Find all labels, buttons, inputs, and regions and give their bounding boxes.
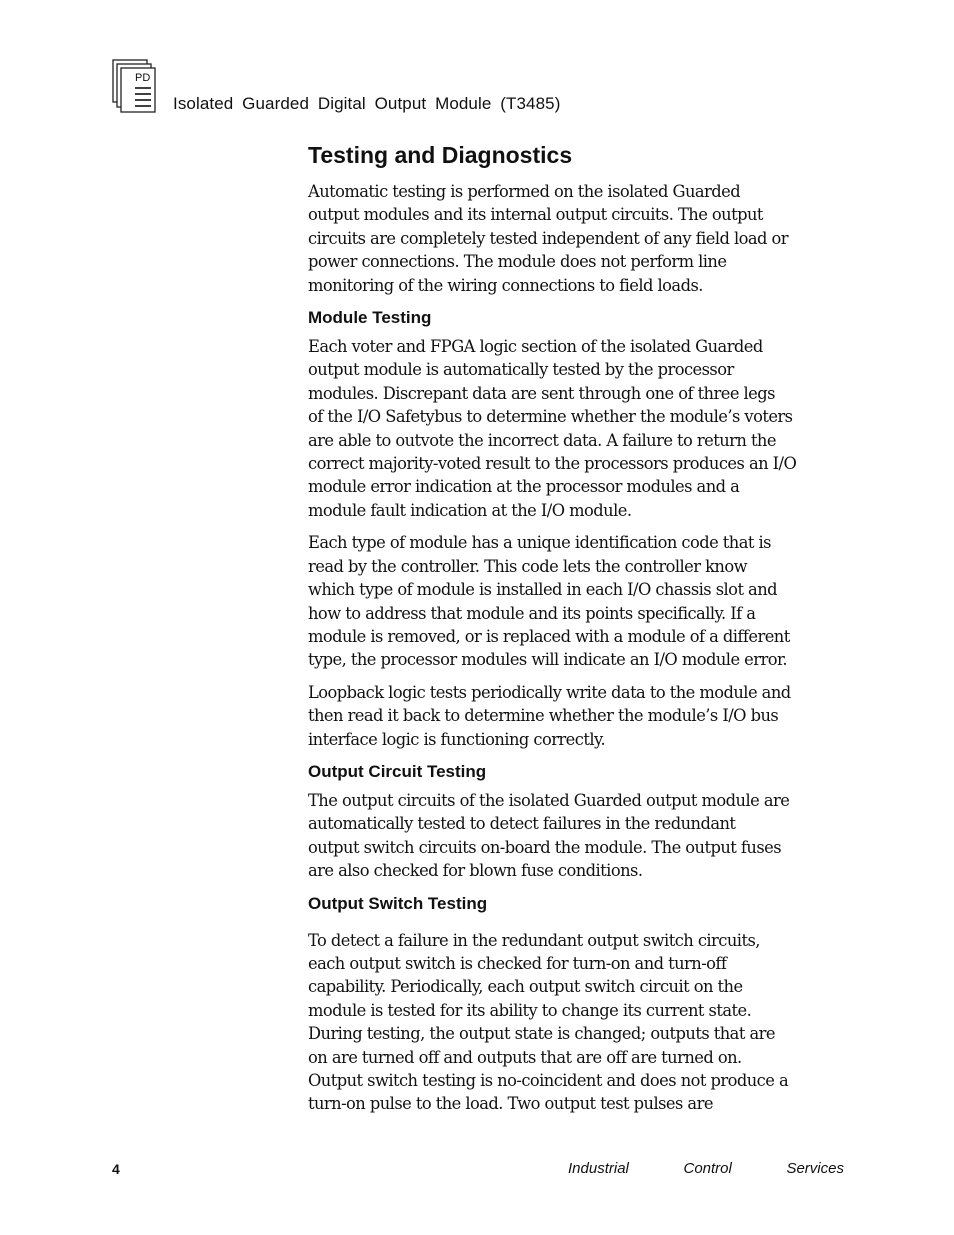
text-line: modules. Discrepant data are sent through one of three legs — [308, 383, 775, 403]
text-line: correct majority-voted result to the processors produces an I/O — [308, 454, 797, 474]
text-line: Each type of module has a unique identification code that is — [308, 533, 771, 553]
text-line: module error indication at the processor modules and a — [308, 477, 740, 497]
text-line: on are turned off and outputs that are off are turned on. — [308, 1047, 742, 1067]
page-number: 4 — [112, 1161, 120, 1177]
text-line: automatically tested to detect failures in the redundant — [308, 814, 736, 834]
pd-document-logo-icon — [112, 59, 156, 113]
text-line: monitoring of the wiring connections to field loads. — [308, 275, 703, 295]
text-line: type, the processor modules will indicate an I/O module error. — [308, 650, 788, 670]
footer-word: Services — [786, 1160, 844, 1177]
output-switch-testing-heading: Output Switch Testing — [308, 893, 488, 913]
output-circuit-testing-paragraph — [308, 789, 848, 883]
text-line: are also checked for blown fuse conditions. — [308, 861, 643, 881]
text-line: During testing, the output state is changed; outputs that are — [308, 1024, 775, 1044]
text-line: interface logic is functioning correctly. — [308, 729, 606, 749]
output-circuit-testing-heading: Output Circuit Testing — [308, 761, 487, 781]
text-line: module is tested for its ability to change its current state. — [308, 1000, 752, 1020]
text-line: output module is automatically tested by the processor — [308, 360, 734, 380]
running-header-title: Isolated Guarded Digital Output Module (T3485) — [173, 94, 561, 113]
text-line: then read it back to determine whether the module’s I/O bus — [308, 706, 779, 726]
footer-company-name — [568, 1160, 844, 1177]
text-line: of the I/O Safetybus to determine whether the module’s voters — [308, 407, 793, 427]
text-line: output switch circuits on-board the module. The output fuses — [308, 837, 782, 857]
text-line: how to address that module and its points specifically. If a — [308, 603, 756, 623]
module-testing-paragraph-1 — [308, 335, 848, 522]
intro-paragraph — [308, 180, 848, 297]
output-switch-testing-paragraph — [308, 929, 848, 1116]
section-title: Testing and Diagnostics — [308, 142, 573, 168]
text-line: which type of module is installed in each I/O chassis slot and — [308, 580, 778, 600]
text-line: output modules and its internal output circuits. The output — [308, 205, 763, 225]
footer-word: Control — [683, 1160, 732, 1177]
module-testing-paragraph-2 — [308, 531, 848, 671]
text-line: Output switch testing is no-coincident and does not produce a — [308, 1071, 789, 1090]
text-line: are able to outvote the incorrect data. A failure to return the — [308, 430, 776, 450]
text-line: read by the controller. This code lets the controller know — [308, 556, 748, 576]
text-line: To detect a failure in the redundant output switch circuits, — [308, 930, 760, 950]
text-line: Automatic testing is performed on the isolated Guarded — [308, 182, 741, 201]
text-line: capability. Periodically, each output switch circuit on the — [308, 977, 743, 997]
module-testing-heading: Module Testing — [308, 308, 432, 328]
text-line: circuits are completely tested independent of any field load or — [308, 228, 789, 248]
text-line: The output circuits of the isolated Guarded output module are — [308, 790, 790, 810]
text-line: turn-on pulse to the load. Two output test pulses are — [308, 1094, 713, 1114]
text-line: each output switch is checked for turn-on and turn-off — [308, 953, 727, 973]
text-line: Each voter and FPGA logic section of the isolated Guarded — [308, 337, 763, 357]
footer-word: Industrial — [568, 1160, 629, 1177]
text-line: module is removed, or is replaced with a module of a different — [308, 626, 790, 646]
text-line: Loopback logic tests periodically write data to the module and — [308, 682, 791, 702]
main-content — [308, 139, 848, 1125]
text-line: power connections. The module does not perform line — [308, 252, 727, 272]
text-line: module fault indication at the I/O module. — [308, 500, 632, 520]
module-testing-paragraph-3 — [308, 681, 848, 751]
logo-text: PD — [135, 72, 151, 84]
